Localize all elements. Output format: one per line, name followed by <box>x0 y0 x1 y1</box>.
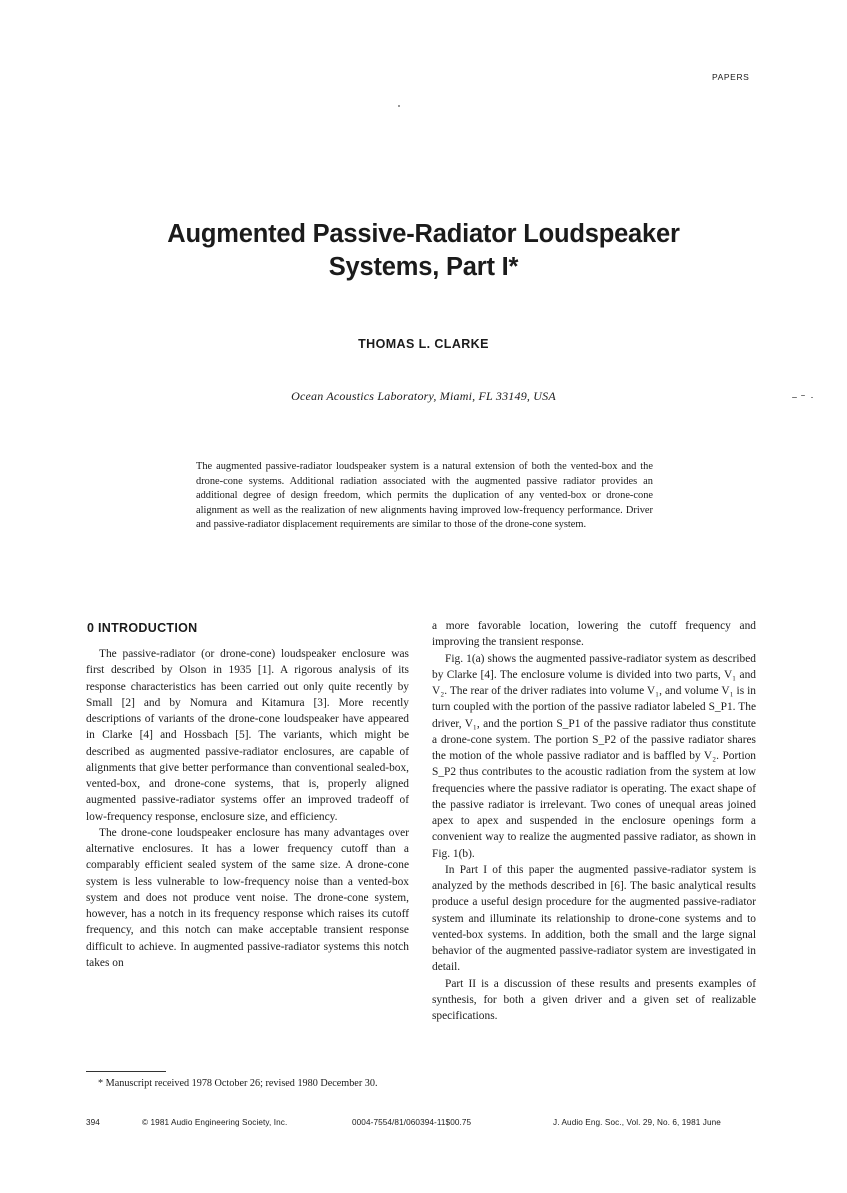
section-heading: 0 INTRODUCTION <box>87 621 198 635</box>
body-paragraph: The drone-cone loudspeaker enclosure has many advantages over alternative enclosures. It has a lower frequency cutoff than a comparably efficient sealed system of the same size. A drone-cone system is less vulnerable to low-frequency noise than a vented-box system and does not produce vent noise. The drone-cone system, however, has a notch in its frequency response which raises its cutoff frequency, and this notch can make acceptable transient response difficult to achieve. In augmented passive-radiator systems this notch takes on <box>86 826 409 969</box>
body-paragraph: The passive-radiator (or drone-cone) loudspeaker enclosure was first described by Olson in 1935 [1]. A rigorous analysis of its response characteristics has been carried out only quite recently by Small [2] and by Nomura and Kitamura [3]. More recently descriptions of variants of the drone-cone loudspeaker have appeared in Clarke [4] and Hossbach [5]. The variants, which might be described as augmented passive-radiator enclosures, are capable of alignments that give better performance than conventional sealed-box, vented-box, and drone-cone systems, that is, properly aligned augmented passive-radiator systems offer an improved tradeoff of low-frequency response, enclosure size, and efficiency. <box>86 648 409 823</box>
body-paragraph: In Part I of this paper the augmented passive-radiator system is analyzed by the methods described in [6]. The basic analytical results produce a useful design procedure for the augmented passive-radiator system and illuminate its relationship to drone-cone systems and to vented-box systems. In addition, both the small and the large signal behavior of the augmented passive-radiator system are investigated in detail. <box>432 863 756 974</box>
affiliation: Ocean Acoustics Laboratory, Miami, FL 33149, USA <box>291 389 556 403</box>
body-paragraph: Part II is a discussion of these results and presents examples of synthesis, for both a given driver and a given set of realizable specifications. <box>432 977 756 1022</box>
paper-title <box>0 218 847 284</box>
scan-speck <box>811 397 813 398</box>
abstract: The augmented passive-radiator loudspeaker system is a natural extension of both the vented-box and the drone-cone systems. Additional radiation associated with the augmented passive radiator provides an additional degree of design freedom, which permits the duplication of any vented-box or drone-cone alignment as well as the realization of new alignments having improved low-frequency performance. Driver and passive-radiator displacement requirements are similar to those of the drone-cone system. <box>196 461 653 531</box>
right-column <box>432 618 756 1024</box>
scan-speck <box>398 105 400 107</box>
page-number: 394 <box>86 1118 100 1127</box>
article-code: 0004-7554/81/060394-11$00.75 <box>352 1118 472 1127</box>
title-line-1: Augmented Passive-Radiator Loudspeaker <box>167 220 680 248</box>
left-column <box>86 646 409 971</box>
journal-citation: J. Audio Eng. Soc., Vol. 29, No. 6, 1981 June <box>553 1118 721 1127</box>
author-name: THOMAS L. CLARKE <box>358 337 489 351</box>
title-line-2: Systems, Part I* <box>328 253 519 281</box>
body-paragraph: Fig. 1(a) shows the augmented passive-radiator system as described by Clarke [4]. The enclosure volume is divided into two parts, V₁ and V₂. The rear of the driver radiates into volume V₁, and volume V₁ is in turn coupled with the portion of the passive radiator labeled S_P1. The driver, V₁, and the portion S_P1 of the passive radiator thus constitute a drone-cone system. The portion S_P2 of the passive radiator shares the motion of the whole passive radiator and is baffled by V₂. Portion S_P2 thus contributes to the acoustic radiation from the system at low frequencies where the passive radiator is operating. The exact shape of the passive radiator is irrelevant. Two cones of unequal areas joined apex to apex and suspended in the enclosure openings form a convenient way to realize the augmented passive radiator, as shown in Fig. 1(b). <box>432 652 756 860</box>
scan-speck <box>792 397 797 398</box>
scan-speck <box>801 395 805 396</box>
body-paragraph-continued: a more favorable location, lowering the cutoff frequency and improving the transient response. <box>432 620 756 649</box>
copyright-notice: © 1981 Audio Engineering Society, Inc. <box>142 1118 288 1127</box>
footnote-rule <box>86 1071 166 1072</box>
footnote-text: * Manuscript received 1978 October 26; revised 1980 December 30. <box>98 1078 378 1089</box>
section-label: PAPERS <box>712 72 750 82</box>
footnote <box>86 1077 409 1091</box>
